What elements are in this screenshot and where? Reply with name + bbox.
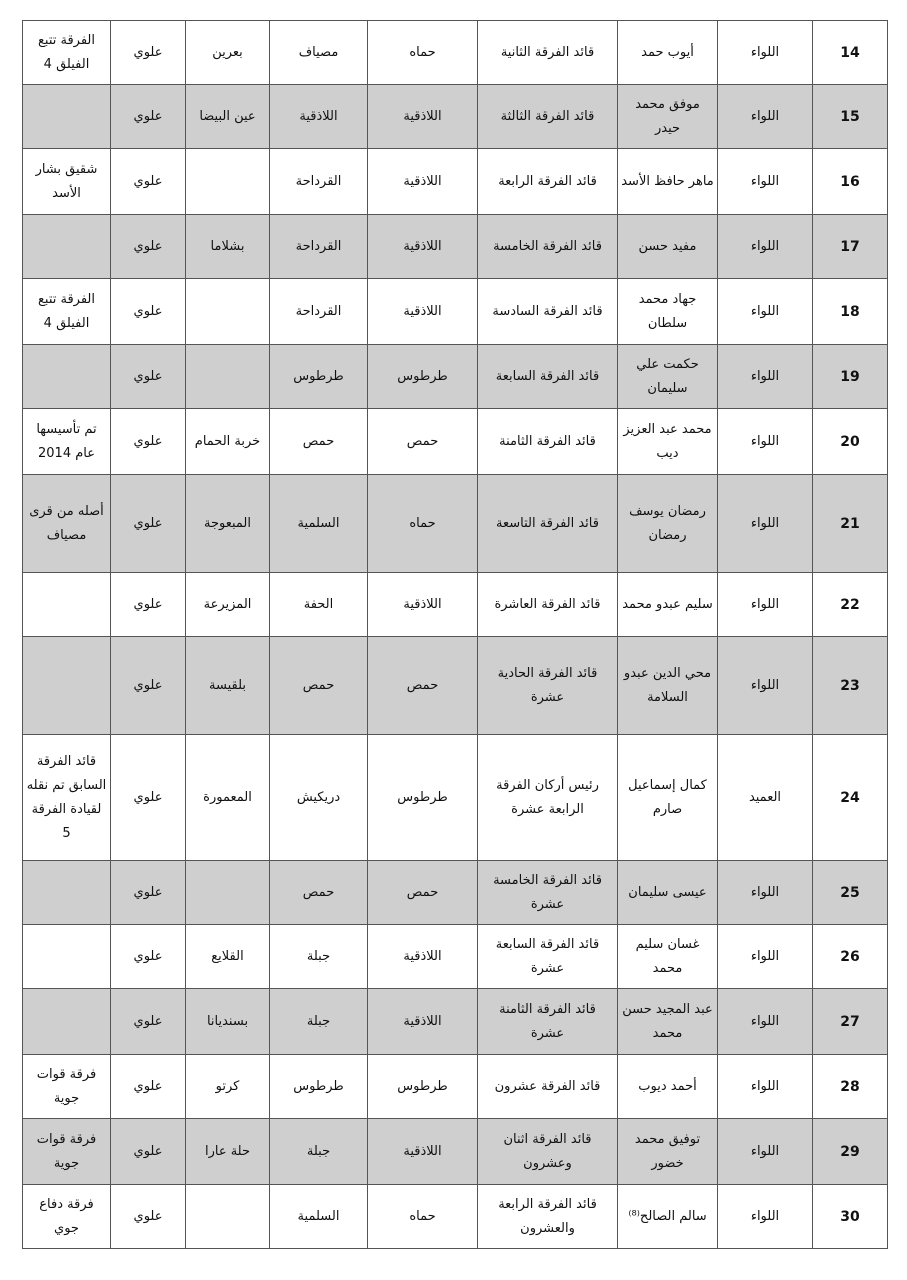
notes-cell: أصله من قرى مصياف: [23, 475, 111, 573]
position-cell: قائد الفرقة الخامسة عشرة: [478, 861, 618, 925]
notes-cell: [23, 345, 111, 409]
village-cell: كرتو: [186, 1055, 270, 1119]
rank-cell: اللواء: [718, 861, 813, 925]
position-cell: قائد الفرقة الثانية: [478, 21, 618, 85]
village-cell: عين البيضا: [186, 85, 270, 149]
district-cell: القرداحة: [270, 279, 368, 345]
notes-cell: [23, 925, 111, 989]
rank-cell: اللواء: [718, 149, 813, 215]
village-cell: بلقيسة: [186, 637, 270, 735]
notes-cell: قائد الفرقة السابق تم نقله لقيادة الفرقة 5: [23, 735, 111, 861]
rank-cell: اللواء: [718, 989, 813, 1055]
notes-cell: [23, 85, 111, 149]
governorate-cell: طرطوس: [368, 1055, 478, 1119]
village-cell: المبعوجة: [186, 475, 270, 573]
name-cell: كمال إسماعيل صارم: [618, 735, 718, 861]
row-number: 20: [813, 409, 888, 475]
table-row: [23, 279, 888, 345]
name-cell: سالم الصالح⁽⁸⁾: [618, 1185, 718, 1249]
governorate-cell: اللاذقية: [368, 215, 478, 279]
table-row: [23, 637, 888, 735]
notes-cell: فرقة دفاع جوي: [23, 1185, 111, 1249]
rank-cell: اللواء: [718, 925, 813, 989]
table-row: [23, 1055, 888, 1119]
rank-cell: اللواء: [718, 573, 813, 637]
table-row: [23, 925, 888, 989]
district-cell: حمص: [270, 861, 368, 925]
row-number: 22: [813, 573, 888, 637]
table-row: [23, 861, 888, 925]
row-number: 25: [813, 861, 888, 925]
table-row: [23, 989, 888, 1055]
row-number: 24: [813, 735, 888, 861]
position-cell: قائد الفرقة السابعة عشرة: [478, 925, 618, 989]
notes-cell: تم تأسيسها عام 2014: [23, 409, 111, 475]
name-cell: ماهر حافظ الأسد: [618, 149, 718, 215]
name-cell: توفيق محمد خضور: [618, 1119, 718, 1185]
name-cell: موفق محمد حيدر: [618, 85, 718, 149]
sect-cell: علوي: [111, 735, 186, 861]
row-number: 29: [813, 1119, 888, 1185]
notes-cell: [23, 573, 111, 637]
rank-cell: العميد: [718, 735, 813, 861]
district-cell: طرطوس: [270, 345, 368, 409]
table-row: [23, 85, 888, 149]
village-cell: بشلاما: [186, 215, 270, 279]
table-row: [23, 345, 888, 409]
rank-cell: اللواء: [718, 1119, 813, 1185]
name-cell: جهاد محمد سلطان: [618, 279, 718, 345]
position-cell: قائد الفرقة التاسعة: [478, 475, 618, 573]
sect-cell: علوي: [111, 989, 186, 1055]
notes-cell: الفرقة تتبع الفيلق 4: [23, 21, 111, 85]
sect-cell: علوي: [111, 85, 186, 149]
district-cell: حمص: [270, 637, 368, 735]
table-row: [23, 149, 888, 215]
table-row: [23, 409, 888, 475]
village-cell: [186, 1185, 270, 1249]
row-number: 17: [813, 215, 888, 279]
governorate-cell: حمص: [368, 409, 478, 475]
rank-cell: اللواء: [718, 85, 813, 149]
district-cell: حمص: [270, 409, 368, 475]
sect-cell: علوي: [111, 925, 186, 989]
table-row: [23, 735, 888, 861]
table-row: [23, 573, 888, 637]
governorate-cell: اللاذقية: [368, 989, 478, 1055]
district-cell: طرطوس: [270, 1055, 368, 1119]
table-row: [23, 215, 888, 279]
position-cell: قائد الفرقة الرابعة والعشرون: [478, 1185, 618, 1249]
district-cell: جبلة: [270, 989, 368, 1055]
village-cell: [186, 279, 270, 345]
district-cell: مصياف: [270, 21, 368, 85]
name-cell: عبد المجيد حسن محمد: [618, 989, 718, 1055]
sect-cell: علوي: [111, 1055, 186, 1119]
position-cell: قائد الفرقة السابعة: [478, 345, 618, 409]
name-cell: أحمد ديوب: [618, 1055, 718, 1119]
position-cell: قائد الفرقة الخامسة: [478, 215, 618, 279]
sect-cell: علوي: [111, 475, 186, 573]
notes-cell: شقيق بشار الأسد: [23, 149, 111, 215]
governorate-cell: حماه: [368, 1185, 478, 1249]
sect-cell: علوي: [111, 149, 186, 215]
village-cell: المزيرعة: [186, 573, 270, 637]
sect-cell: علوي: [111, 279, 186, 345]
position-cell: قائد الفرقة الحادية عشرة: [478, 637, 618, 735]
sect-cell: علوي: [111, 1185, 186, 1249]
rank-cell: اللواء: [718, 21, 813, 85]
position-cell: رئيس أركان الفرقة الرابعة عشرة: [478, 735, 618, 861]
governorate-cell: حمص: [368, 637, 478, 735]
sect-cell: علوي: [111, 1119, 186, 1185]
position-cell: قائد الفرقة الثامنة: [478, 409, 618, 475]
village-cell: خربة الحمام: [186, 409, 270, 475]
rank-cell: اللواء: [718, 475, 813, 573]
table-row: [23, 21, 888, 85]
notes-cell: فرقة قوات جوية: [23, 1055, 111, 1119]
governorate-cell: طرطوس: [368, 735, 478, 861]
governorate-cell: حمص: [368, 861, 478, 925]
row-number: 15: [813, 85, 888, 149]
row-number: 18: [813, 279, 888, 345]
district-cell: السلمية: [270, 475, 368, 573]
rank-cell: اللواء: [718, 1055, 813, 1119]
rank-cell: اللواء: [718, 637, 813, 735]
name-cell: أيوب حمد: [618, 21, 718, 85]
position-cell: قائد الفرقة اثنان وعشرون: [478, 1119, 618, 1185]
rank-cell: اللواء: [718, 1185, 813, 1249]
row-number: 21: [813, 475, 888, 573]
notes-cell: فرقة قوات جوية: [23, 1119, 111, 1185]
governorate-cell: طرطوس: [368, 345, 478, 409]
position-cell: قائد الفرقة الثالثة: [478, 85, 618, 149]
name-cell: مفيد حسن: [618, 215, 718, 279]
row-number: 16: [813, 149, 888, 215]
commanders-table: [22, 20, 888, 1249]
row-number: 26: [813, 925, 888, 989]
sect-cell: علوي: [111, 21, 186, 85]
table-row: [23, 1119, 888, 1185]
sect-cell: علوي: [111, 573, 186, 637]
position-cell: قائد الفرقة السادسة: [478, 279, 618, 345]
rank-cell: اللواء: [718, 409, 813, 475]
position-cell: قائد الفرقة عشرون: [478, 1055, 618, 1119]
governorate-cell: حماه: [368, 21, 478, 85]
village-cell: بسنديانا: [186, 989, 270, 1055]
sect-cell: علوي: [111, 345, 186, 409]
district-cell: القرداحة: [270, 149, 368, 215]
district-cell: الحفة: [270, 573, 368, 637]
sect-cell: علوي: [111, 409, 186, 475]
governorate-cell: اللاذقية: [368, 573, 478, 637]
name-cell: عيسى سليمان: [618, 861, 718, 925]
governorate-cell: اللاذقية: [368, 85, 478, 149]
village-cell: القلايع: [186, 925, 270, 989]
district-cell: جبلة: [270, 1119, 368, 1185]
rank-cell: اللواء: [718, 279, 813, 345]
name-cell: غسان سليم محمد: [618, 925, 718, 989]
sect-cell: علوي: [111, 215, 186, 279]
district-cell: اللاذقية: [270, 85, 368, 149]
row-number: 14: [813, 21, 888, 85]
village-cell: حلة عارا: [186, 1119, 270, 1185]
notes-cell: [23, 215, 111, 279]
row-number: 28: [813, 1055, 888, 1119]
governorate-cell: حماه: [368, 475, 478, 573]
village-cell: [186, 861, 270, 925]
district-cell: جبلة: [270, 925, 368, 989]
village-cell: [186, 149, 270, 215]
row-number: 19: [813, 345, 888, 409]
governorate-cell: اللاذقية: [368, 279, 478, 345]
governorate-cell: اللاذقية: [368, 925, 478, 989]
name-cell: رمضان يوسف رمضان: [618, 475, 718, 573]
village-cell: بعرين: [186, 21, 270, 85]
notes-cell: الفرقة تتبع الفيلق 4: [23, 279, 111, 345]
position-cell: قائد الفرقة الثامنة عشرة: [478, 989, 618, 1055]
row-number: 30: [813, 1185, 888, 1249]
table-row: [23, 475, 888, 573]
district-cell: السلمية: [270, 1185, 368, 1249]
governorate-cell: اللاذقية: [368, 1119, 478, 1185]
notes-cell: [23, 637, 111, 735]
table-row: [23, 1185, 888, 1249]
sect-cell: علوي: [111, 861, 186, 925]
village-cell: المعمورة: [186, 735, 270, 861]
name-cell: محمد عبد العزيز ديب: [618, 409, 718, 475]
notes-cell: [23, 861, 111, 925]
rank-cell: اللواء: [718, 345, 813, 409]
name-cell: محي الدين عبدو السلامة: [618, 637, 718, 735]
row-number: 23: [813, 637, 888, 735]
name-cell: سليم عبدو محمد: [618, 573, 718, 637]
district-cell: القرداحة: [270, 215, 368, 279]
rank-cell: اللواء: [718, 215, 813, 279]
village-cell: [186, 345, 270, 409]
row-number: 27: [813, 989, 888, 1055]
sect-cell: علوي: [111, 637, 186, 735]
notes-cell: [23, 989, 111, 1055]
position-cell: قائد الفرقة الرابعة: [478, 149, 618, 215]
name-cell: حكمت علي سليمان: [618, 345, 718, 409]
district-cell: دريكيش: [270, 735, 368, 861]
governorate-cell: اللاذقية: [368, 149, 478, 215]
position-cell: قائد الفرقة العاشرة: [478, 573, 618, 637]
